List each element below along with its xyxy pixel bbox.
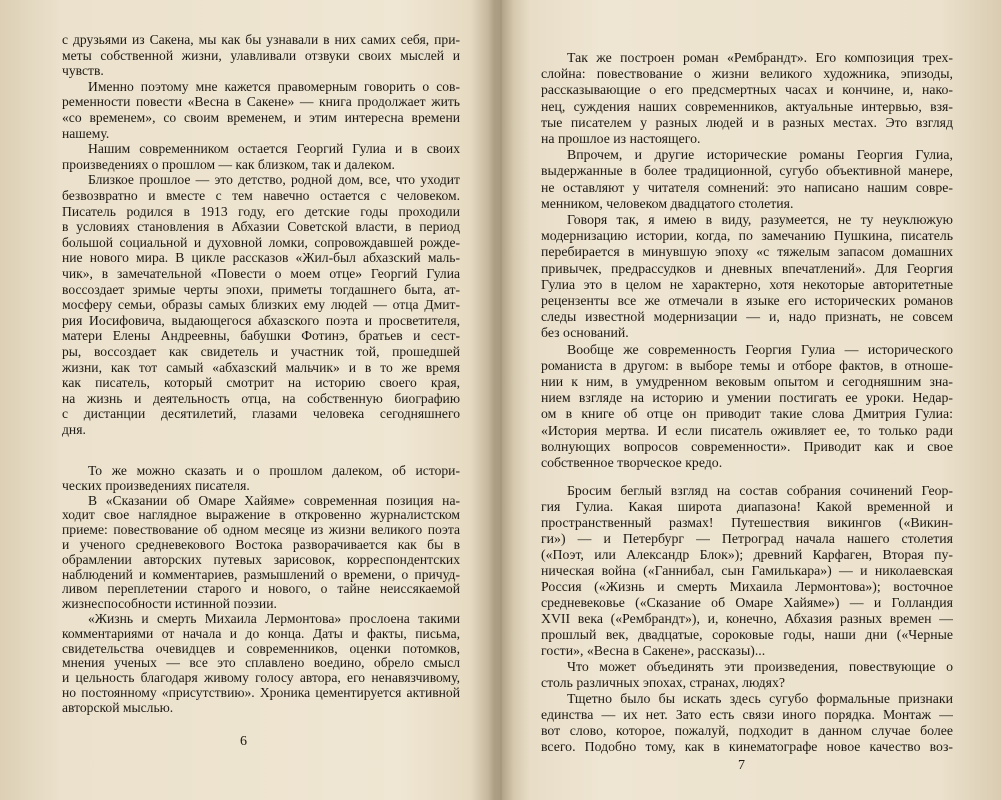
text-line: слойна: повествование о жизни великого художника, эпизоды, [541,66,953,81]
text-line: чик», в замечательной «Повести о моем отце» Георгий Гулиа [62,266,460,281]
text-line: Вообще же современность Георгия Гулиа — исторического [567,342,953,357]
text-line: без оснований. [541,325,629,340]
text-line: Россия («Жизнь и смерть Михаила Лермонтова»); восточное [541,579,953,594]
text-line: модернизацию истории, когда, по замечанию Пушкина, писатель [541,228,953,243]
text-line: То же можно сказать и о прошлом далеком, об истори- [88,463,460,478]
text-line: привычек, предрассудков и дневных впечатлений». Для Георгия [541,261,953,276]
text-line: («Поэт, или Александр Блок»); древний Карфаген, Вторая пу- [541,547,953,562]
text-line: XVII века («Рембрандт»), и, конечно, Абхазия разных времен — [541,611,953,626]
text-line: средневековье («Сказание об Омаре Хайяме») — и Голландия [541,595,953,610]
text-line: перебирается в минувшую эпоху «с тяжелым запасом домашних [541,244,953,259]
text-line: произведениях о прошлом — как близком, так и далеком. [62,157,395,172]
text-line: нец, суждения наших современников, актуальные интервью, взя- [541,99,953,114]
text-line: воссоздает зримые черты эпохи, приметы тогдашнего быта, ат- [62,282,460,297]
text-line: мосферу семьи, образы самых близких ему людей — отца Дмит- [62,297,460,312]
text-line: в условиях становления в Абхазии Советской власти, в период [62,219,460,234]
text-line: ги») — и Петербург — Петроград начала нашего столетия [541,531,953,546]
book-gutter [488,0,514,800]
text-line: Гулиа это в целом не характерно, хотя некоторые авторитетные [541,277,953,292]
text-line: ходит свое наглядное выражение в откровенно журналистском [62,507,460,522]
text-line: ременности повести «Весна в Сакене» — книга продолжает жить [62,94,460,109]
text-line: авторской мыслью. [62,700,174,715]
text-line: следы известной модернизации — и, надо признать, не совсем [541,309,953,324]
text-line: всего. Подобно тому, как в кинематографе новое качество воз- [541,739,953,754]
text-line: ры, воссоздает как свидетель и участник той, прошедшей [62,344,460,359]
text-line: комментариями от начала и до конца. Даты и факты, письма, [62,626,460,641]
text-line: не оставляют у читателя сомнений: это написано нашим совре- [541,180,953,195]
left-page-number: 6 [240,734,247,749]
text-line: тые писателем у разных людей и в разных местах. Это взгляд [541,115,953,130]
text-line: Близкое прошлое — это детство, родной дом, все, что уходит [88,172,460,187]
text-line: ом в книге об отце он приводит такие слова Дмитрия Гулиа: [541,406,953,421]
text-line: рия Иосифовича, выдающегося абхазского поэта и просветителя, [62,313,460,328]
text-line: нии к ним, в умудренном вековым опытом и сегодняшним зна- [541,374,953,389]
text-line: свидетельства очевидцев и современников, оценки потомков, [62,641,460,656]
text-line: с дистанции десятилетий, глазами человека сегодняшнего [62,406,460,421]
text-line: Именно поэтому мне кажется правомерным говорить о сов- [88,79,460,94]
text-line: «со временем», со своим временем, и этим интересна времени [62,110,460,125]
right-page-number: 7 [738,758,745,773]
text-line: и цельность благодаря живому голосу автора, его ненавязчивому, [62,670,460,685]
text-line: Писатель родился в 1913 году, его детские годы проходили [62,204,460,219]
text-line: В «Сказании об Омаре Хайяме» современная позиция на- [88,493,460,508]
text-line: ческих произведениях писателя. [62,478,250,493]
text-line: но постоянному «присутствию». Хроника цементируется активной [62,685,460,700]
text-line: дня. [62,422,86,437]
text-line: гости», «Весна в Сакене», рассказы)... [541,643,766,658]
text-line: Что может объединять эти произведения, повествующие о [567,659,953,674]
text-line: меты собственной жизни, улавливали отзвуки своих мыслей и [62,48,460,63]
text-line: Нашим современником остается Георгий Гулиа и в своих [88,141,460,156]
text-line: Так же построен роман «Рембрандт». Его композиция трех- [567,50,953,65]
text-line: большой социальной и духовной ломки, сопровождавшей рожде- [62,235,460,250]
text-line: Тщетно было бы искать здесь сугубо формальные признаки [567,691,953,706]
text-line: рассказывающие о его предсмертных часах и кончине, и, нако- [541,82,953,97]
text-line: ническая война («Ганнибал, сын Гамилькара») — и николаевская [541,563,953,578]
text-line: как писатель, который смотрит на историю своего края, [62,375,460,390]
text-line: с друзьями из Сакена, мы как бы узнавали в них самих себя, при- [62,32,460,47]
text-line: матери Елены Андреевны, бабушки Фотинэ, братьев и сест- [62,328,460,343]
text-line: менником, человеком двадцатого столетия. [541,196,794,211]
text-line: жизнеспособности истинной поэзии. [62,596,277,611]
text-line: наблюдений и комментариев, размышлений о времени, о причуд- [62,567,460,582]
text-line: «История мертва. И если писатель оживляет ее, то только ради [541,423,953,438]
text-line: на прошлое из настоящего. [541,131,701,146]
text-line: Впрочем, и другие исторические романы Георгия Гулиа, [567,147,953,162]
text-line: ливом переплетении старого и нового, о тайне неиссякаемой [62,581,460,596]
text-line: чувств. [62,63,104,78]
text-line: единства — их нет. Зато есть связи иного порядка. Монтаж — [541,707,953,722]
text-line: столь различных эпохах, странах, людях? [541,675,786,690]
text-line: собственное творческое кредо. [541,455,723,470]
text-line: безвозвратно и вместе с тем навечно остается с человеком. [62,188,460,203]
text-line: гия Гулиа. Какая широта диапазона! Какой временной и [541,499,953,514]
text-line: Бросим беглый взгляд на состав собрания сочинений Геор- [567,483,953,498]
text-line: жизни, как тот самый «абхазский мальчик» и в то же время [62,360,460,375]
text-line: волнующих вопросов современности». Приводит как и свое [541,439,953,454]
text-line: пространственный размах! Путешествия викингов («Викин- [541,515,953,530]
text-line: приеме: повествование об одном месяце из жизни великого поэта [62,522,460,537]
text-line: и ученого средневекового Востока разворачивается как бы в [62,537,460,552]
text-line: рецензенты все же отмечали в языке его исторических романов [541,293,953,308]
text-line: обрамлении авторских путевых зарисовок, корреспондентских [62,552,460,567]
text-line: нием взгляде на историю и умении постигать ее уроки. Недар- [541,390,953,405]
text-line: вот слово, которое, пожалуй, подходит в данном случае более [541,723,953,738]
text-line: Говоря так, я имею в виду, разумеется, не ту неуклюжую [567,212,953,227]
text-line: «Жизнь и смерть Михаила Лермонтова» прослоена такими [88,611,460,626]
text-line: ние нового мира. В цикле рассказов «Жил-был абхазский маль- [62,250,460,265]
text-line: выдержанные в более традиционной, сугубо объективной манере, [541,163,953,178]
text-line: нашему. [62,126,110,141]
text-line: романиста в другом: в выборе темы и отборе фактов, в отноше- [541,358,953,373]
text-line: на жизнь и деятельность отца, на собственную биографию [62,391,460,406]
text-line: прошлый век, двадцатые, сороковые годы, наши дни («Черные [541,627,953,642]
text-line: мнения ученых — все это сплавлено воедино, обрело смысл [62,655,460,670]
